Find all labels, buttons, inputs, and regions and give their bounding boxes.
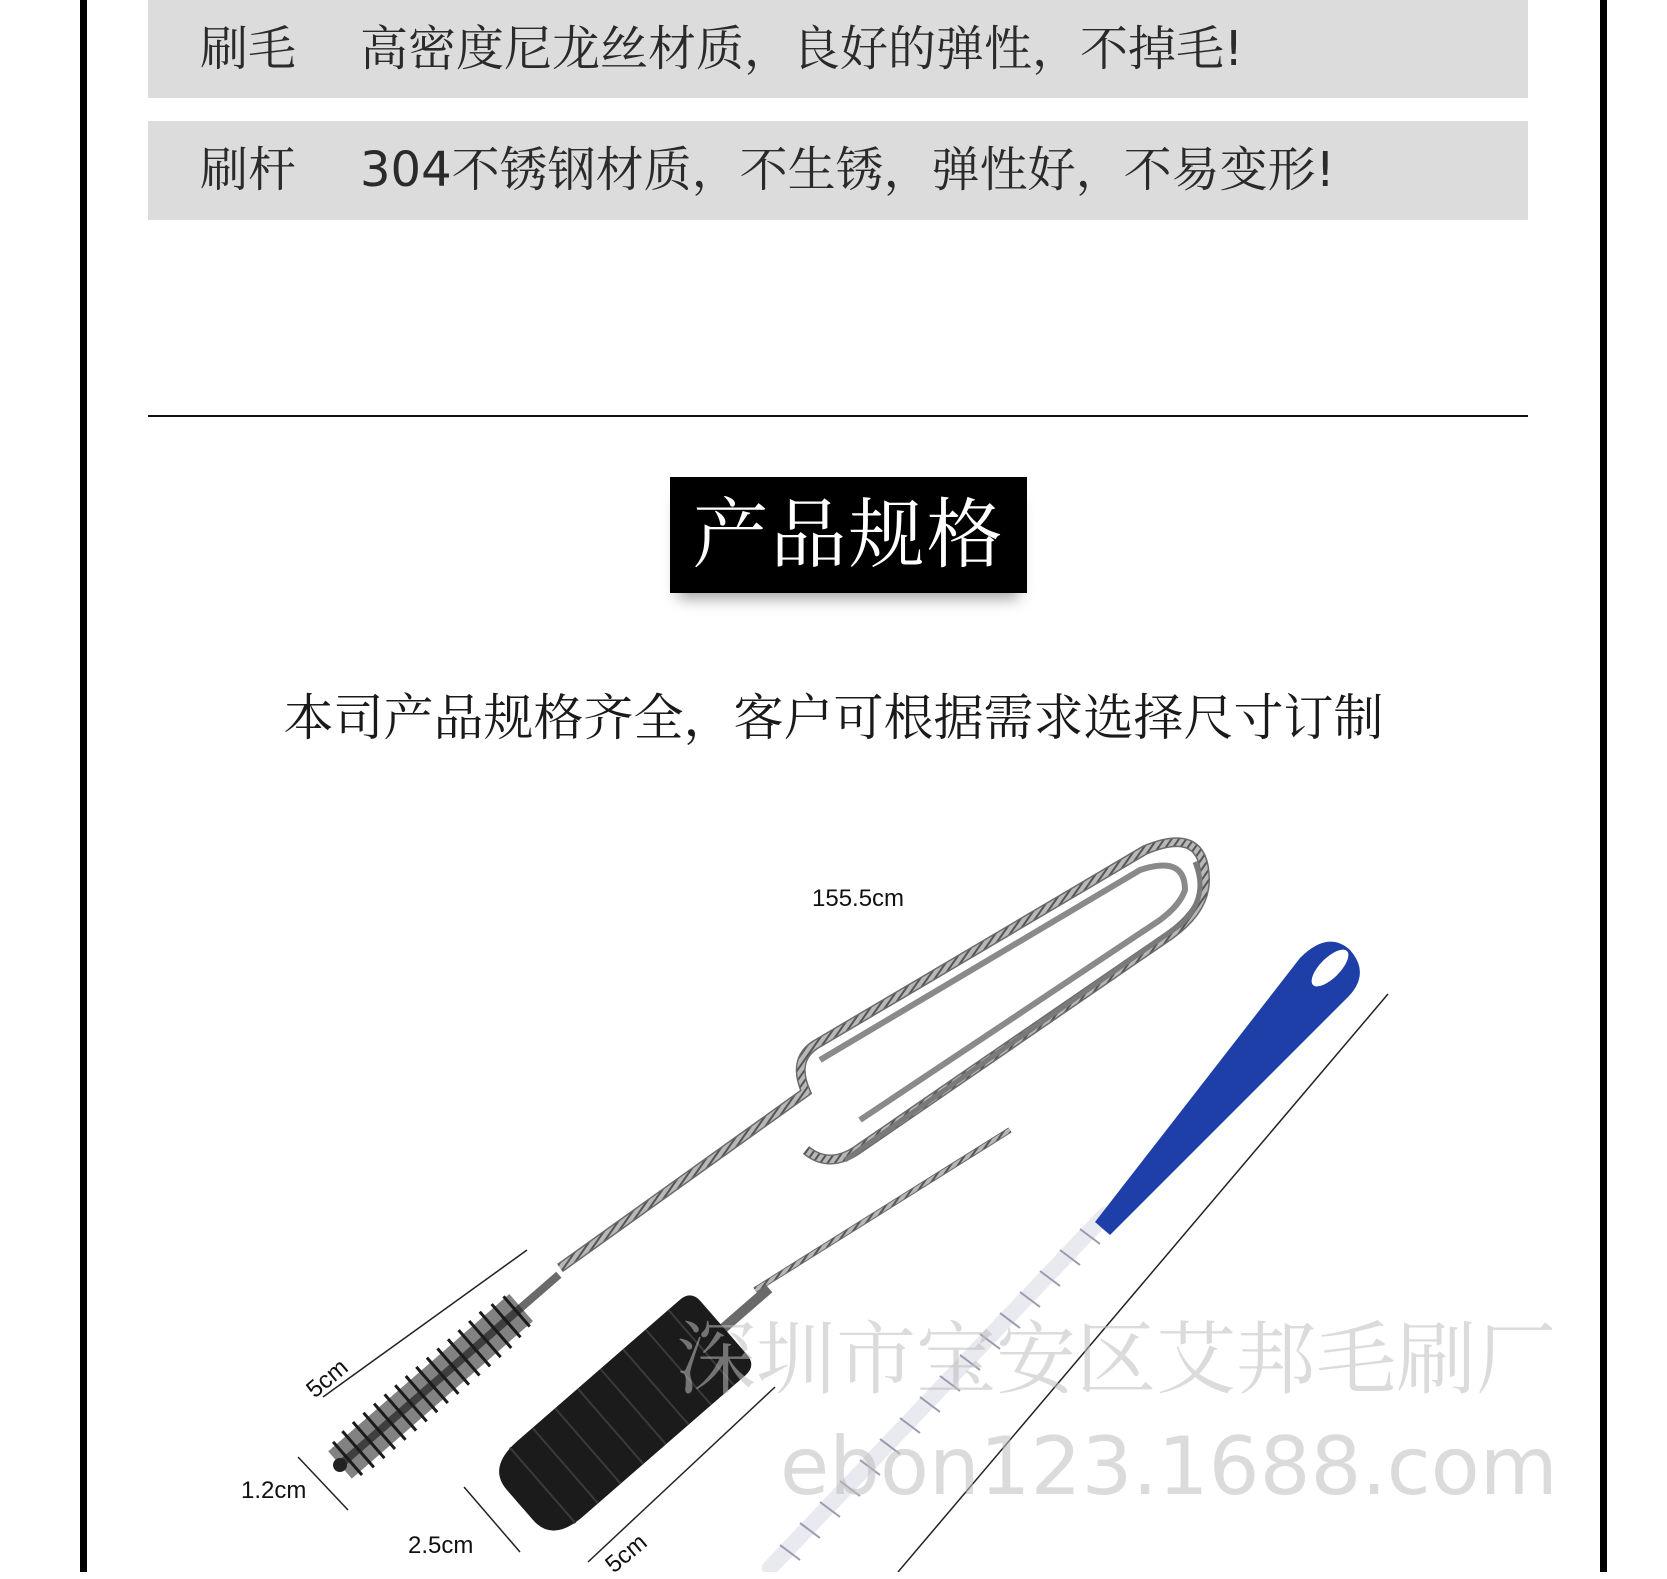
large-brush-length-label: 5cm xyxy=(600,1528,653,1579)
section-subtitle: 本司产品规格齐全，客户可根据需求选择尺寸订制 xyxy=(283,689,1384,747)
large-brush-diameter-label: 2.5cm xyxy=(408,1532,474,1559)
small-brush-length-label: 5cm xyxy=(301,1353,354,1404)
feature-key: 刷杆 xyxy=(200,142,297,198)
watermark-url: ebon123.1688.com xyxy=(780,1420,1558,1513)
watermark-company: 深圳市宝安区艾邦毛刷厂 xyxy=(676,1313,1556,1406)
total-length-label: 155.5cm xyxy=(812,885,905,912)
feature-value: 高密度尼龙丝材质，良好的弹性，不掉毛! xyxy=(360,21,1244,77)
small-brush-diameter-label: 1.2cm xyxy=(241,1477,307,1504)
feature-key: 刷毛 xyxy=(200,21,297,77)
section-title: 产品规格 xyxy=(670,477,1027,593)
feature-value: 304不锈钢材质，不生锈，弹性好，不易变形! xyxy=(360,142,1335,198)
